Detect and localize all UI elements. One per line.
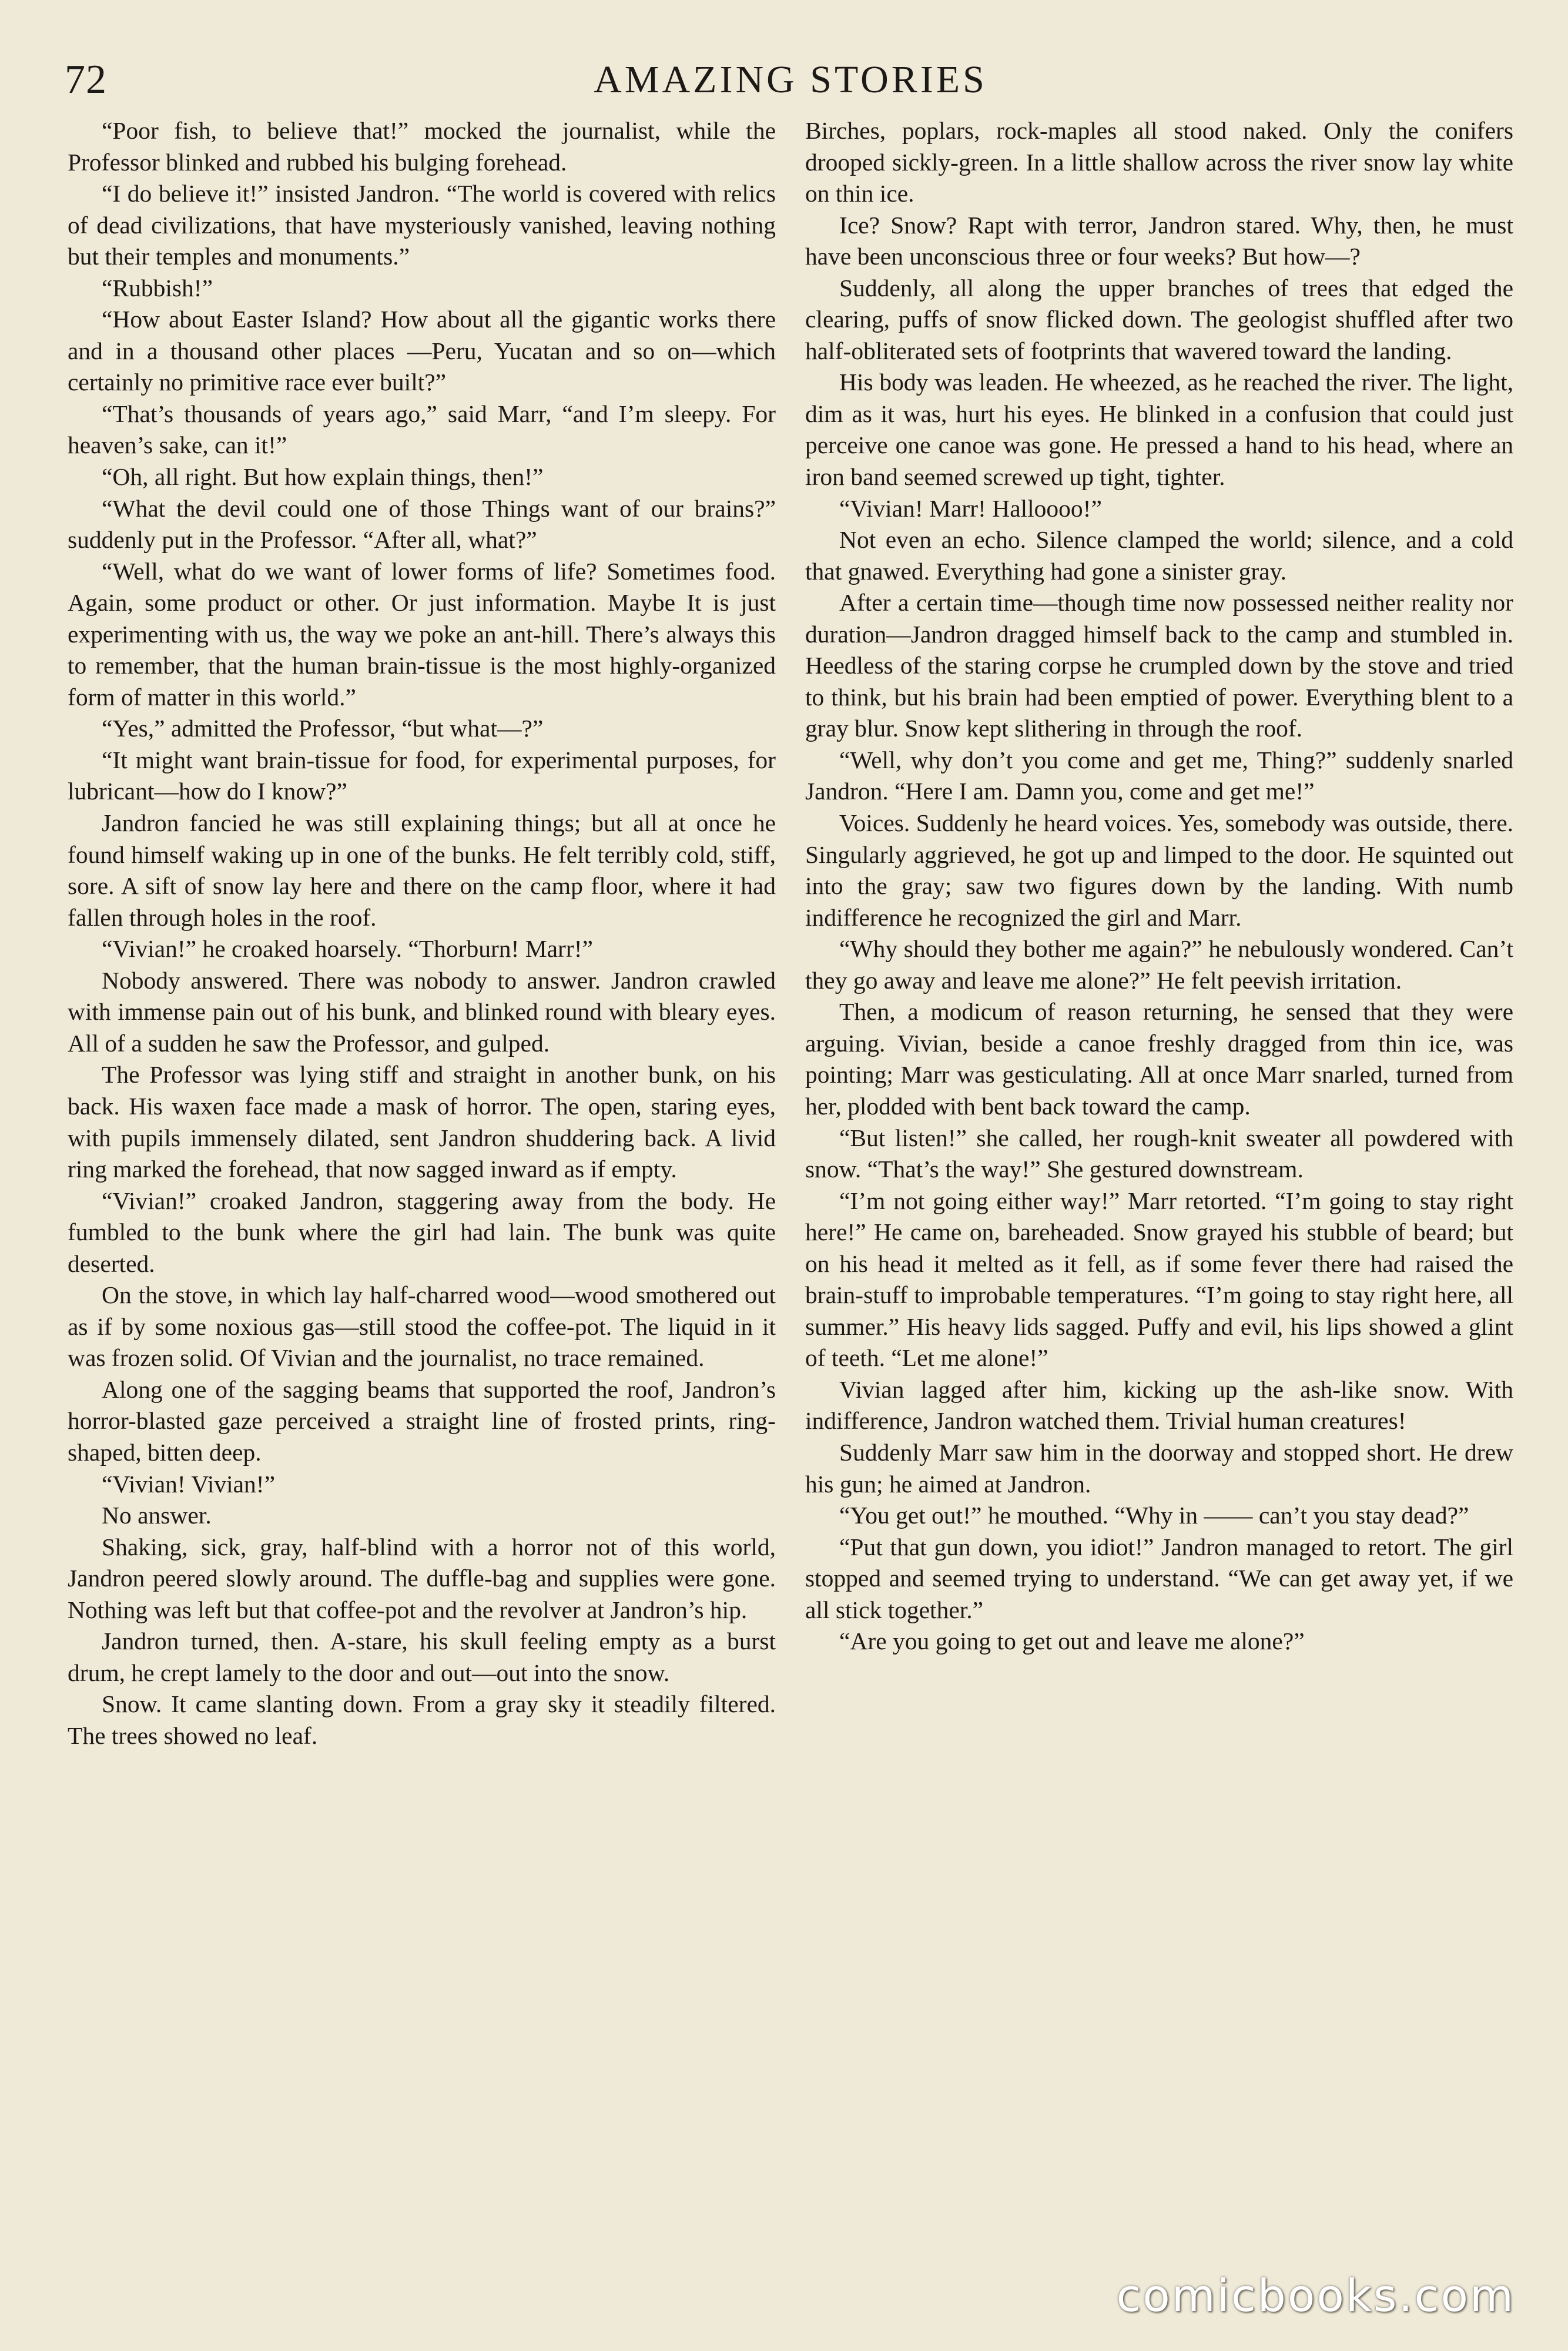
- paragraph: Suddenly Marr saw him in the doorway and stopped short. He drew his gun; he aimed at Jandron.: [805, 1438, 1513, 1498]
- paragraph: “I’m not going either way!” Marr retorted. “I’m going to stay right here!” He came on, bareheaded. Snow grayed his stubble of beard; but on his head it melted as it fell, as if some fever there had raised the brain-stuff to improbable temperatures. “I’m going to stay right here, all summer.” His heavy lids sagged. Puffy and evil, his lips showed a glint of teeth. “Let me alone!”: [805, 1187, 1513, 1372]
- paragraph: “Put that gun down, you idiot!” Jandron managed to retort. The girl stopped and seemed trying to understand. “We can get away yet, if we all stick together.”: [805, 1533, 1513, 1623]
- paragraph: The Professor was lying stiff and straight in another bunk, on his back. His waxen face made a mask of horror. The open, staring eyes, with pupils immensely dilated, sent Jandron shuddering back. A livid ring marked the forehead, that now sagged inward as if empty.: [68, 1061, 776, 1183]
- paragraph: Jandron turned, then. A-stare, his skull feeling empty as a burst drum, he crept lamely to the door and out—out into the snow.: [68, 1627, 776, 1686]
- paragraph: “Vivian!” croaked Jandron, staggering away from the body. He fumbled to the bunk where the girl had lain. The bunk was quite deserted.: [68, 1187, 776, 1277]
- paragraph: After a certain time—though time now possessed neither reality nor duration—Jandron dragged himself back to the camp and stumbled in. Heedless of the staring corpse he crumpled down by the stove and tried to think, but his brain had been emptied of power. Everything blent to a gray blur. Snow kept slithering in through the roof.: [805, 589, 1513, 742]
- paragraph: “Oh, all right. But how explain things, then!”: [102, 463, 544, 491]
- paragraph: No answer.: [102, 1502, 212, 1529]
- paragraph: “Are you going to get out and leave me alone?”: [839, 1627, 1305, 1655]
- paragraph: Along one of the sagging beams that supported the roof, Jandron’s horror-blasted gaze perceived a straight line of frosted prints, ring-shaped, bitten deep.: [68, 1375, 776, 1466]
- magazine-title: AMAZING STORIES: [594, 58, 987, 101]
- paragraph: “Vivian!” he croaked hoarsely. “Thorburn! Marr!”: [102, 935, 593, 963]
- paragraph: “Yes,” admitted the Professor, “but what—?”: [102, 715, 544, 742]
- paragraph: “But listen!” she called, her rough-knit sweater all powdered with snow. “That’s the way!” She gestured downstream.: [805, 1124, 1513, 1183]
- left-text-column: [68, 115, 776, 1751]
- paragraph: Voices. Suddenly he heard voices. Yes, somebody was outside, there. Singularly aggrieved, he got up and limped to the door. He squinted out into the gray; saw two figures down by the landing. With numb indifference he recognized the girl and Marr.: [805, 809, 1513, 931]
- paragraph: “You get out!” he mouthed. “Why in —— can’t you stay dead?”: [839, 1502, 1469, 1529]
- paragraph: “I do believe it!” insisted Jandron. “The world is covered with relics of dead civilizations, that have mysteriously vanished, leaving nothing but their temples and monuments.”: [68, 180, 776, 270]
- page-header: [65, 51, 1516, 109]
- paragraph: Vivian lagged after him, kicking up the ash-like snow. With indifference, Jandron watched them. Trivial human creatures!: [805, 1375, 1513, 1435]
- paragraph: Snow. It came slanting down. From a gray sky it steadily filtered. The trees showed no leaf.: [68, 1690, 776, 1749]
- watermark: comicbooks.com: [1116, 2269, 1515, 2322]
- paragraph: “Poor fish, to believe that!” mocked the journalist, while the Professor blinked and rubbed his bulging forehead.: [68, 117, 776, 176]
- paragraph: His body was leaden. He wheezed, as he reached the river. The light, dim as it was, hurt his eyes. He blinked in a confusion that could just perceive one canoe was gone. He pressed a hand to his head, where an iron band seemed screwed up tight, tighter.: [805, 369, 1513, 491]
- paragraph: “Vivian! Marr! Halloooo!”: [839, 494, 1102, 522]
- paragraph: Jandron fancied he was still explaining things; but all at once he found himself waking up in one of the bunks. He felt terribly cold, stiff, sore. A sift of snow lay here and there on the camp floor, where it had fallen through holes in the roof.: [68, 809, 776, 931]
- paragraph: “Vivian! Vivian!”: [102, 1470, 276, 1498]
- paragraph: Nobody answered. There was nobody to answer. Jandron crawled with immense pain out of his bunk, and blinked round with bleary eyes. All of a sudden he saw the Professor, and gulped.: [68, 966, 776, 1057]
- paragraph: “Well, what do we want of lower forms of life? Sometimes food. Again, some product or other. Or just information. Maybe It is just experimenting with us, the way we poke an ant-hill. There’s always this to remember, that the human brain-tissue is the most highly-organized form of matter in this world.”: [68, 557, 776, 711]
- paragraph: “Well, why don’t you come and get me, Thing?” suddenly snarled Jandron. “Here I am. Damn you, come and get me!”: [805, 746, 1513, 805]
- paragraph: “How about Easter Island? How about all the gigantic works there and in a thousand other places —Peru, Yucatan and so on—which certainly no primitive race ever built?”: [68, 306, 776, 396]
- paragraph: Shaking, sick, gray, half-blind with a horror not of this world, Jandron peered slowly around. The duffle-bag and supplies were gone. Nothing was left but that coffee-pot and the revolver at Jandron’s hip.: [68, 1533, 776, 1623]
- paragraph: Not even an echo. Silence clamped the world; silence, and a cold that gnawed. Everything had gone a sinister gray.: [805, 526, 1513, 585]
- paragraph: “Why should they bother me again?” he nebulously wondered. Can’t they go away and leave me alone?” He felt peevish irritation.: [805, 935, 1513, 994]
- paragraph: On the stove, in which lay half-charred wood—wood smothered out as if by some noxious gas—still stood the coffee-pot. The liquid in it was frozen solid. Of Vivian and the journalist, no trace remained.: [68, 1281, 776, 1372]
- paragraph: “Rubbish!”: [102, 274, 213, 302]
- page-number: 72: [65, 57, 107, 102]
- paragraph: “What the devil could one of those Things want of our brains?” suddenly put in the Professor. “After all, what?”: [68, 494, 776, 554]
- paragraph: “That’s thousands of years ago,” said Marr, “and I’m sleepy. For heaven’s sake, can it!”: [68, 400, 776, 459]
- paragraph: Ice? Snow? Rapt with terror, Jandron stared. Why, then, he must have been unconscious three or four weeks? But how—?: [805, 211, 1513, 270]
- paragraph: Birches, poplars, rock-maples all stood naked. Only the conifers drooped sickly-green. In a little shallow across the river snow lay white on thin ice.: [805, 117, 1513, 207]
- right-text-column: [805, 115, 1513, 1657]
- paragraph: “It might want brain-tissue for food, for experimental purposes, for lubricant—how do I know?”: [68, 746, 776, 805]
- paragraph: Then, a modicum of reason returning, he sensed that they were arguing. Vivian, beside a canoe freshly dragged from thin ice, was pointing; Marr was gesticulating. All at once Marr snarled, turned from her, plodded with bent back toward the camp.: [805, 998, 1513, 1120]
- paragraph: Suddenly, all along the upper branches of trees that edged the clearing, puffs of snow flicked down. The geologist shuffled after two half-obliterated sets of footprints that wavered toward the landing.: [805, 274, 1513, 364]
